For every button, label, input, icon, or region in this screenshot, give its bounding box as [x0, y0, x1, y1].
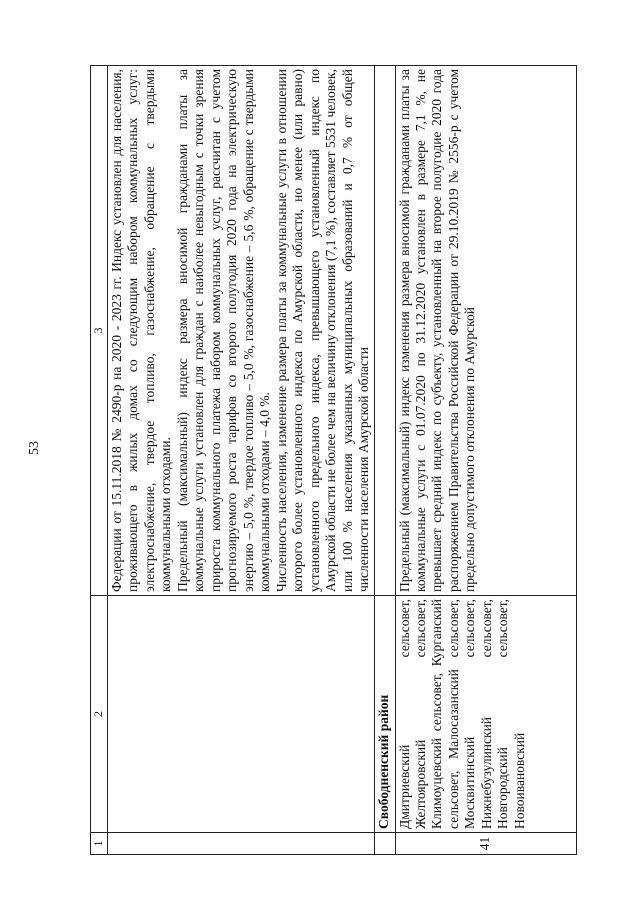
- district-empty-cell: [374, 66, 395, 596]
- table-header-row: [91, 66, 108, 855]
- rotated-table-container: [90, 65, 530, 855]
- table-row-continued: [108, 66, 375, 855]
- description-paragraph: Предельный (максимальный) индекс размера вносимой гражданами платы за коммунальные услуги установлен для граждан с наиболее невыгодным с точки зрения прироста коммунального платежа набором коммунальных услуг, рассчитан с учетом прогнозируемого роста тарифов со второго полугодия 2020 года на электрическую энергию – 5,0 %, твердое топливо – 5,0 %, газоснабжение – 5,6 %, обращение с твердыми коммунальными отходами – 4,0 %.: [174, 69, 273, 592]
- district-row: [374, 66, 395, 855]
- row-continued-num: [108, 833, 375, 855]
- table-row-41: [395, 66, 576, 855]
- header-col-2: 2: [91, 596, 108, 833]
- row-continued-description: [108, 66, 375, 596]
- header-col-3: 3: [91, 66, 108, 596]
- row-41-num: 41: [395, 833, 576, 855]
- row-41-municipalities-text: Дмитриевский сельсовет, Желтояровский сельсовет, Климоуцевский сельсовет, Курганский сельсовет, Малосазанский сельсовет, Москвитинский сельсовет, Нижнебузулинский сельсовет, Новгородский сельсовет, Новоивановский: [396, 599, 527, 829]
- data-table: [90, 65, 577, 855]
- row-41-description: [395, 66, 576, 596]
- district-name: Свободненский район: [374, 596, 395, 833]
- page-number: 53: [27, 441, 42, 455]
- district-num-cell: [374, 833, 395, 855]
- description-paragraph: Численность населения, изменение размера платы за коммунальные услуги в отношении которого более установленного индекса по Амурской области, но менее (или равно) установленного предельного индекса, превышающего установленный индекс по Амурской области не более чем на величину отклонения (7,1 %), составляет 5531 человек, или 100 % населения указанных муниципальных образований и 0,7 % от общей численности населения Амурской области: [273, 69, 372, 592]
- description-paragraph: Федерации от 15.11.2018 № 2490-р на 2020 - 2023 гг. Индекс установлен для населения, проживающего в жилых домах со следующим набором коммунальных услуг: электроснабжение, твердое топливо, газоснабжение, обращение с твердыми коммунальными отходами.: [109, 69, 174, 592]
- row-41-description-text: Предельный (максимальный) индекс изменения размера вносимой гражданами платы за коммунальные услуги с 01.07.2020 по 31.12.2020 установлен в размере 7,1 %, не превышает средний индекс по субъекту, установленный на второе полугодие 2020 года распоряжением Правительства Российской Федерации от 29.10.2019 № 2556-р с учетом предельно допустимого отклонения по Амурской: [396, 69, 478, 592]
- row-41-municipalities: [395, 596, 576, 833]
- header-col-1: 1: [91, 833, 108, 855]
- row-continued-municipalities: [108, 596, 375, 833]
